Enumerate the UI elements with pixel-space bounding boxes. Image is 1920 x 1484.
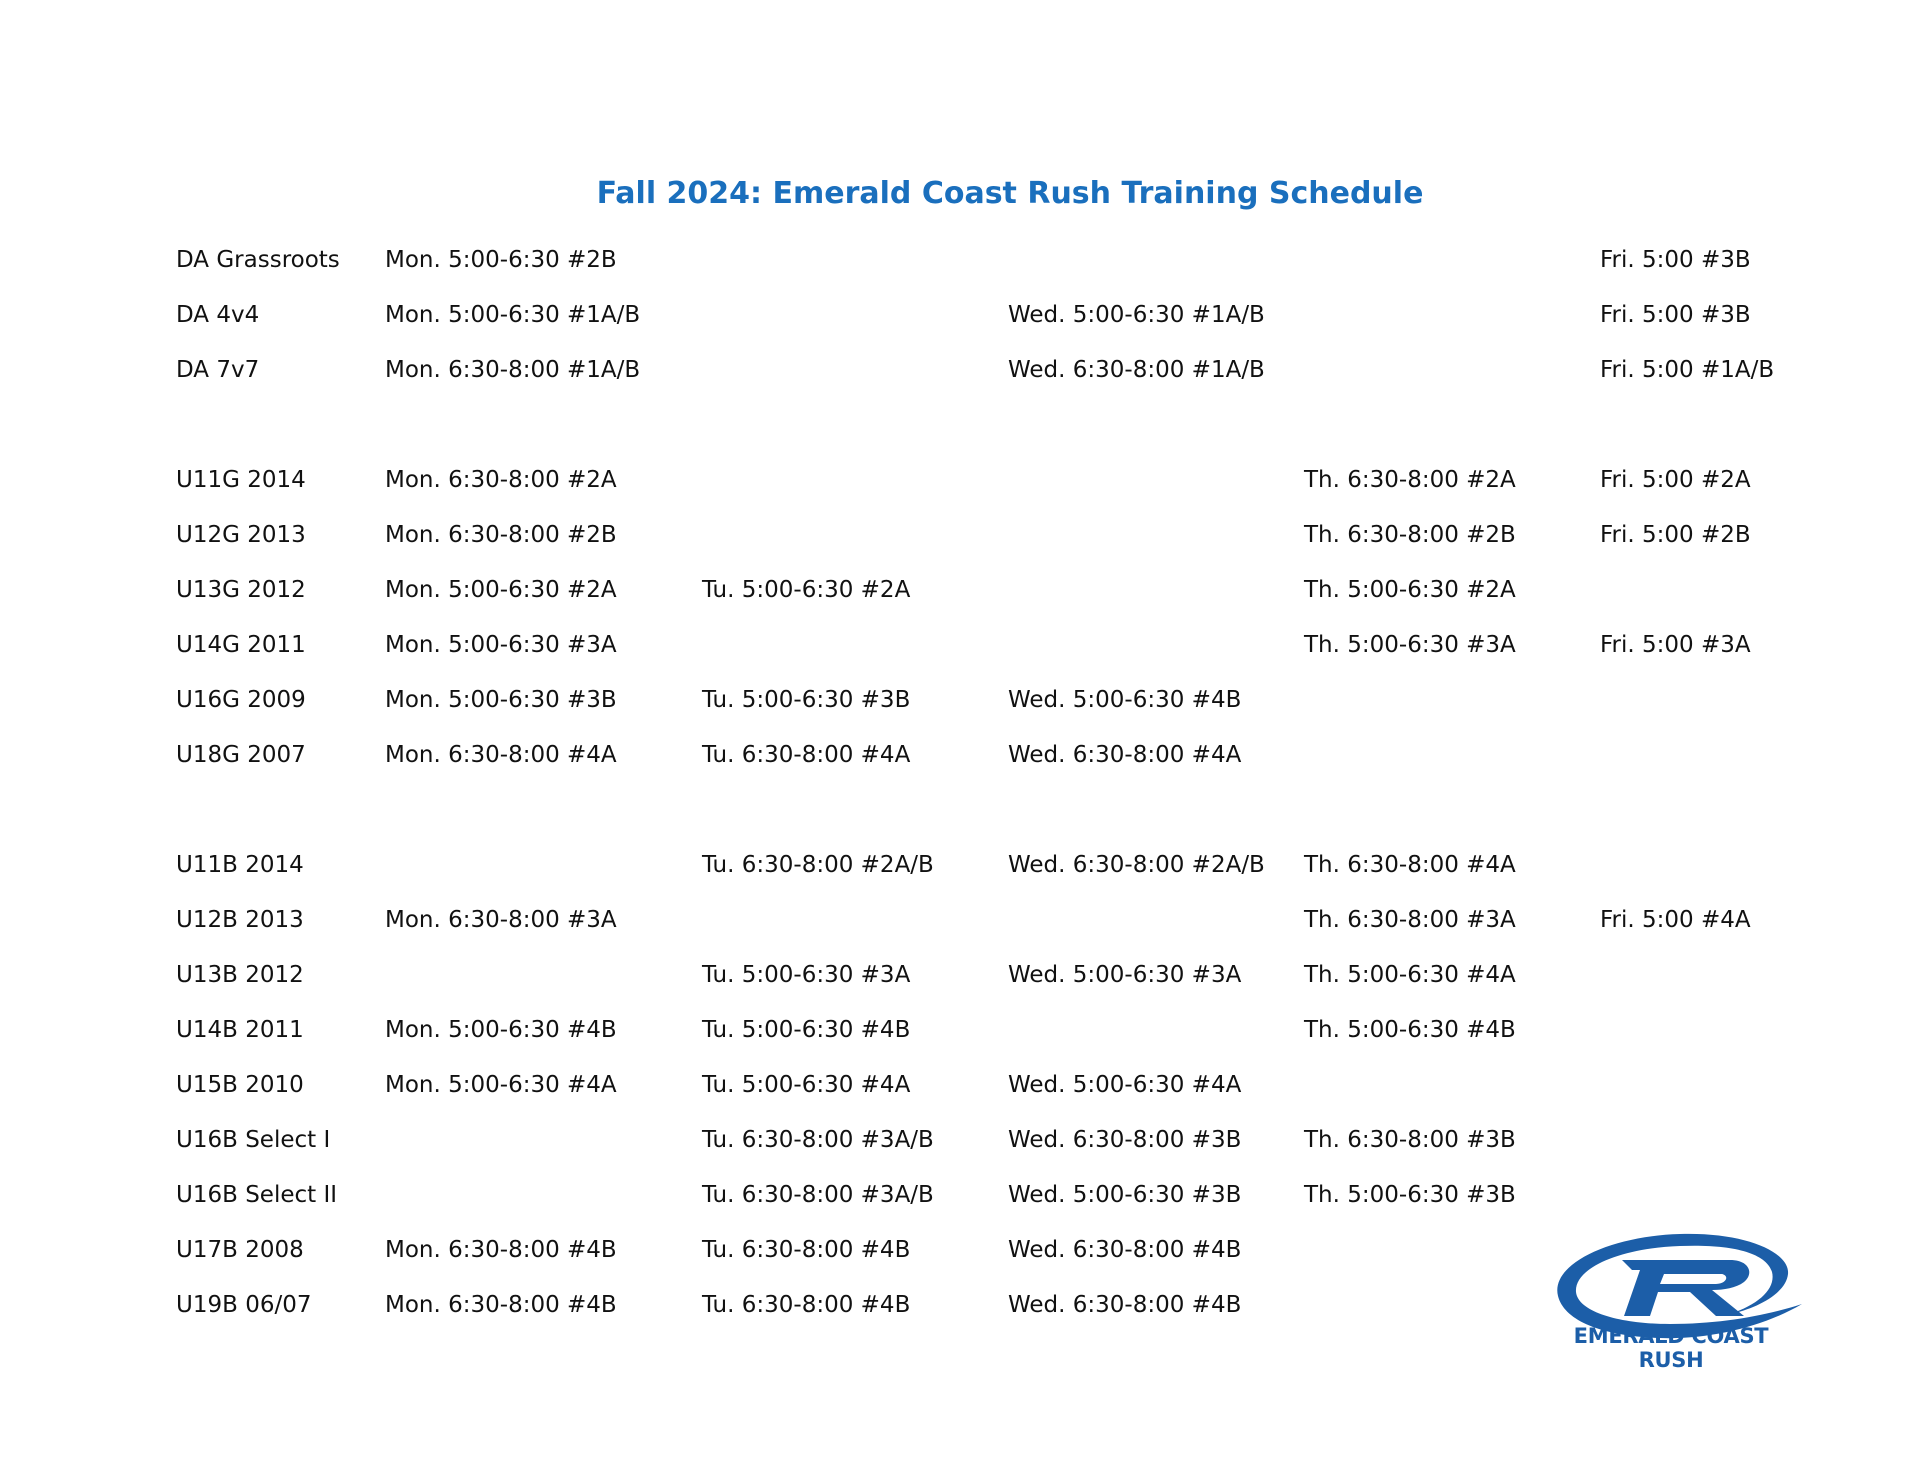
schedule-row bbox=[176, 892, 1816, 947]
team-name: U14G 2011 bbox=[176, 631, 306, 658]
session-thu: Th. 6:30-8:00 #4A bbox=[1304, 851, 1516, 878]
team-name: U11B 2014 bbox=[176, 851, 304, 878]
schedule-row bbox=[176, 617, 1816, 672]
team-name: U19B 06/07 bbox=[176, 1291, 312, 1318]
schedule-row bbox=[176, 1167, 1816, 1222]
team-name: U17B 2008 bbox=[176, 1236, 304, 1263]
team-name: U18G 2007 bbox=[176, 741, 306, 768]
session-mon: Mon. 6:30-8:00 #2A bbox=[385, 466, 617, 493]
schedule-row bbox=[176, 672, 1816, 727]
session-wed: Wed. 5:00-6:30 #3B bbox=[1008, 1181, 1242, 1208]
session-tue: Tu. 6:30-8:00 #3A/B bbox=[702, 1126, 934, 1153]
schedule-row bbox=[176, 1057, 1816, 1112]
session-wed: Wed. 5:00-6:30 #1A/B bbox=[1008, 301, 1265, 328]
session-tue: Tu. 6:30-8:00 #4B bbox=[702, 1236, 911, 1263]
session-thu: Th. 5:00-6:30 #2A bbox=[1304, 576, 1516, 603]
schedule-row bbox=[176, 562, 1816, 617]
session-fri: Fri. 5:00 #1A/B bbox=[1600, 356, 1775, 383]
session-thu: Th. 5:00-6:30 #4B bbox=[1304, 1016, 1516, 1043]
session-wed: Wed. 5:00-6:30 #4B bbox=[1008, 686, 1242, 713]
session-mon: Mon. 6:30-8:00 #3A bbox=[385, 906, 617, 933]
logo-wordmark: EMERALD COAST RUSH bbox=[1573, 1324, 1769, 1372]
schedule-row bbox=[176, 232, 1816, 287]
session-mon: Mon. 6:30-8:00 #4B bbox=[385, 1291, 617, 1318]
session-mon: Mon. 5:00-6:30 #2A bbox=[385, 576, 617, 603]
group-spacer bbox=[176, 397, 1816, 452]
session-fri: Fri. 5:00 #2B bbox=[1600, 521, 1751, 548]
training-schedule bbox=[176, 232, 1816, 1332]
session-wed: Wed. 6:30-8:00 #2A/B bbox=[1008, 851, 1265, 878]
session-tue: Tu. 5:00-6:30 #4A bbox=[702, 1071, 911, 1098]
schedule-row bbox=[176, 947, 1816, 1002]
session-wed: Wed. 6:30-8:00 #4A bbox=[1008, 741, 1242, 768]
session-fri: Fri. 5:00 #3B bbox=[1600, 246, 1751, 273]
session-tue: Tu. 5:00-6:30 #4B bbox=[702, 1016, 911, 1043]
session-mon: Mon. 5:00-6:30 #2B bbox=[385, 246, 617, 273]
session-thu: Th. 5:00-6:30 #3A bbox=[1304, 631, 1516, 658]
session-tue: Tu. 6:30-8:00 #4B bbox=[702, 1291, 911, 1318]
team-name: U12B 2013 bbox=[176, 906, 304, 933]
schedule-row bbox=[176, 507, 1816, 562]
session-mon: Mon. 6:30-8:00 #1A/B bbox=[385, 356, 641, 383]
team-name: U16B Select II bbox=[176, 1181, 338, 1208]
session-mon: Mon. 5:00-6:30 #1A/B bbox=[385, 301, 641, 328]
session-thu: Th. 5:00-6:30 #3B bbox=[1304, 1181, 1516, 1208]
session-mon: Mon. 6:30-8:00 #4A bbox=[385, 741, 617, 768]
session-tue: Tu. 6:30-8:00 #2A/B bbox=[702, 851, 934, 878]
session-thu: Th. 6:30-8:00 #2B bbox=[1304, 521, 1516, 548]
session-fri: Fri. 5:00 #4A bbox=[1600, 906, 1751, 933]
session-thu: Th. 6:30-8:00 #3A bbox=[1304, 906, 1516, 933]
schedule-row bbox=[176, 342, 1816, 397]
session-mon: Mon. 6:30-8:00 #2B bbox=[385, 521, 617, 548]
team-name: U16B Select I bbox=[176, 1126, 331, 1153]
session-tue: Tu. 5:00-6:30 #3A bbox=[702, 961, 911, 988]
group-spacer bbox=[176, 782, 1816, 837]
session-wed: Wed. 6:30-8:00 #1A/B bbox=[1008, 356, 1265, 383]
team-name: DA Grassroots bbox=[176, 246, 340, 273]
schedule-row bbox=[176, 837, 1816, 892]
session-thu: Th. 5:00-6:30 #4A bbox=[1304, 961, 1516, 988]
schedule-row bbox=[176, 727, 1816, 782]
session-wed: Wed. 6:30-8:00 #4B bbox=[1008, 1291, 1242, 1318]
session-tue: Tu. 6:30-8:00 #3A/B bbox=[702, 1181, 934, 1208]
session-wed: Wed. 6:30-8:00 #3B bbox=[1008, 1126, 1242, 1153]
session-tue: Tu. 5:00-6:30 #3B bbox=[702, 686, 911, 713]
schedule-row bbox=[176, 287, 1816, 342]
team-name: U12G 2013 bbox=[176, 521, 306, 548]
schedule-row bbox=[176, 452, 1816, 507]
team-name: U13G 2012 bbox=[176, 576, 306, 603]
session-tue: Tu. 6:30-8:00 #4A bbox=[702, 741, 911, 768]
session-mon: Mon. 6:30-8:00 #4B bbox=[385, 1236, 617, 1263]
page-title: Fall 2024: Emerald Coast Rush Training Schedule bbox=[596, 176, 1424, 211]
team-name: U16G 2009 bbox=[176, 686, 306, 713]
team-name: U11G 2014 bbox=[176, 466, 306, 493]
session-wed: Wed. 5:00-6:30 #3A bbox=[1008, 961, 1242, 988]
team-name: DA 4v4 bbox=[176, 301, 260, 328]
session-thu: Th. 6:30-8:00 #3B bbox=[1304, 1126, 1516, 1153]
session-mon: Mon. 5:00-6:30 #3A bbox=[385, 631, 617, 658]
session-mon: Mon. 5:00-6:30 #4A bbox=[385, 1071, 617, 1098]
schedule-row bbox=[176, 1002, 1816, 1057]
session-fri: Fri. 5:00 #3A bbox=[1600, 631, 1751, 658]
team-name: U14B 2011 bbox=[176, 1016, 304, 1043]
session-fri: Fri. 5:00 #2A bbox=[1600, 466, 1751, 493]
session-wed: Wed. 5:00-6:30 #4A bbox=[1008, 1071, 1242, 1098]
team-name: U15B 2010 bbox=[176, 1071, 304, 1098]
team-name: DA 7v7 bbox=[176, 356, 260, 383]
session-fri: Fri. 5:00 #3B bbox=[1600, 301, 1751, 328]
session-thu: Th. 6:30-8:00 #2A bbox=[1304, 466, 1516, 493]
session-tue: Tu. 5:00-6:30 #2A bbox=[702, 576, 911, 603]
schedule-row bbox=[176, 1112, 1816, 1167]
team-name: U13B 2012 bbox=[176, 961, 304, 988]
session-mon: Mon. 5:00-6:30 #3B bbox=[385, 686, 617, 713]
session-wed: Wed. 6:30-8:00 #4B bbox=[1008, 1236, 1242, 1263]
session-mon: Mon. 5:00-6:30 #4B bbox=[385, 1016, 617, 1043]
